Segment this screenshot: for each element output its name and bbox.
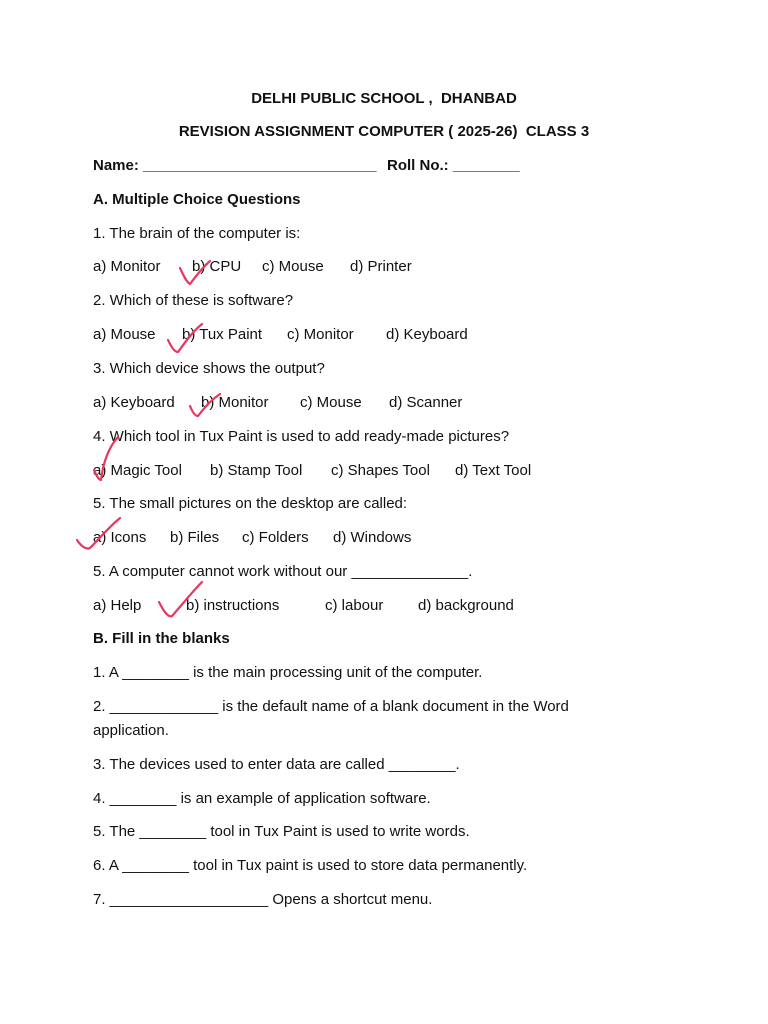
section-a-heading: A. Multiple Choice Questions: [93, 191, 301, 208]
q6-option-a: a) Help: [93, 597, 142, 614]
q2-option-b: b) Tux Paint: [182, 326, 263, 343]
question-2: 2. Which of these is software?: [93, 292, 294, 309]
q4-option-d: d) Text Tool: [455, 462, 532, 479]
q3-option-d: d) Scanner: [389, 394, 463, 411]
q4-option-c: c) Shapes Tool: [331, 462, 430, 479]
check-mark-icon: [74, 516, 124, 552]
q6-option-b: b) instructions: [186, 597, 280, 614]
roll-number-field: Roll No.: ________: [387, 157, 520, 174]
check-mark-icon: [156, 580, 206, 620]
fill-blank-1: 1. A ________ is the main processing unit of the computer.: [93, 664, 483, 681]
question-5: 5. The small pictures on the desktop are called:: [93, 495, 408, 512]
q3-option-c: c) Mouse: [300, 394, 362, 411]
q4-option-a: a) Magic Tool: [93, 462, 182, 479]
q2-option-d: d) Keyboard: [386, 326, 468, 343]
fill-blank-3: 3. The devices used to enter data are called ________.: [93, 756, 460, 773]
check-mark-icon: [178, 258, 218, 288]
q1-option-c: c) Mouse: [262, 258, 324, 275]
school-name: DELHI PUBLIC SCHOOL , DHANBAD: [251, 90, 517, 107]
check-mark-icon: [88, 434, 124, 484]
q5-option-c: c) Folders: [242, 529, 309, 546]
name-field: Name: ____________________________: [93, 157, 377, 174]
fill-blank-5: 5. The ________ tool in Tux Paint is used to write words.: [93, 823, 470, 840]
q6-option-c: c) labour: [325, 597, 384, 614]
q5-option-b: b) Files: [170, 529, 220, 546]
q6-option-d: d) background: [418, 597, 514, 614]
q1-option-d: d) Printer: [350, 258, 412, 275]
q4-option-b: b) Stamp Tool: [210, 462, 303, 479]
section-b-heading: B. Fill in the blanks: [93, 630, 230, 647]
check-mark-icon: [188, 392, 224, 420]
q3-option-b: b) Monitor: [201, 394, 269, 411]
question-1: 1. The brain of the computer is:: [93, 225, 301, 242]
fill-blank-7: 7. ___________________ Opens a shortcut menu.: [93, 891, 433, 908]
q5-option-d: d) Windows: [333, 529, 412, 546]
q1-option-a: a) Monitor: [93, 258, 161, 275]
fill-blank-6: 6. A ________ tool in Tux paint is used to store data permanently.: [93, 857, 528, 874]
q5-option-a: a) Icons: [93, 529, 147, 546]
q2-option-a: a) Mouse: [93, 326, 156, 343]
fill-blank-2: 2. _____________ is the default name of a blank document in the Word application.: [93, 698, 569, 739]
question-4: 4. Which tool in Tux Paint is used to add ready-made pictures?: [93, 428, 510, 445]
assignment-title: REVISION ASSIGNMENT COMPUTER ( 2025-26) CLASS 3: [178, 123, 590, 140]
question-3: 3. Which device shows the output?: [93, 360, 325, 377]
q3-option-a: a) Keyboard: [93, 394, 175, 411]
check-mark-icon: [166, 322, 206, 356]
q2-option-c: c) Monitor: [287, 326, 354, 343]
fill-blank-4: 4. ________ is an example of application software.: [93, 790, 431, 807]
q1-option-b: b) CPU: [192, 258, 242, 275]
question-6: 5. A computer cannot work without our ______________.: [93, 563, 473, 580]
